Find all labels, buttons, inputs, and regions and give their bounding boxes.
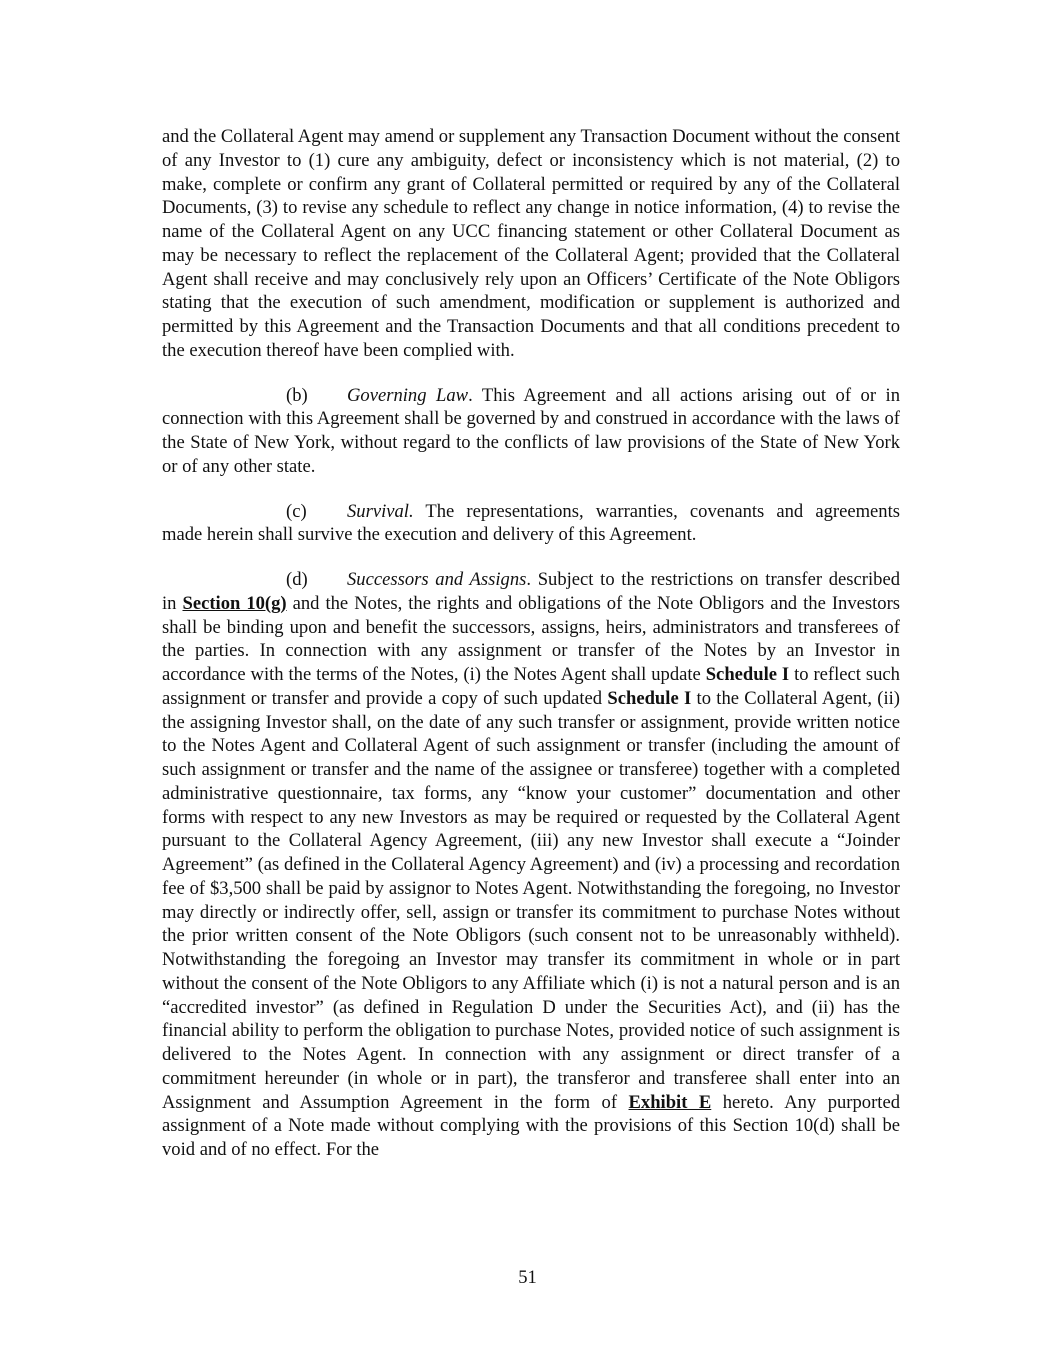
section-d-number: (d) [286, 569, 308, 590]
paragraph-a-continuation [162, 125, 900, 363]
section-b-governing-law [162, 384, 900, 479]
page-number: 51 [518, 1267, 537, 1288]
section-b-text: . This Agreement and all actions arising out of or in connection with this Agreement shall be governed by and construed in accordance with the laws of the State of New York, without regard to the conflicts of law provisions of the State of New York or of any other state. [162, 384, 900, 477]
section-d-heading: Successors and Assigns [347, 569, 527, 590]
section-b-number: (b) [286, 384, 308, 406]
section-d-text-5: hereto. Any purported assignment of a Note made without complying with the provisions of this Section 10(d) shall be void and of no effect. For the [162, 1091, 900, 1160]
schedule-i-reference: Schedule I [705, 664, 790, 685]
section-d-text-1: . Subject to the restrictions on transfer described in [162, 569, 900, 614]
section-c-heading: Survival. [347, 500, 414, 522]
section-c-survival [162, 500, 900, 548]
paragraph-a-text: and the Collateral Agent may amend or supplement any Transaction Document without the consent of any Investor to (1) cure any ambiguity, defect or inconsistency which is not material, (2) to make, complete or confirm any grant of Collateral permitted or required by any of the Collateral Documents, (3) to revise any schedule to reflect any change in notice information, (4) to revise the name of the Collateral Agent on any UCC financing statement or other Collateral Document as may be necessary to reflect the replacement of the Collateral Agent; provided that the Collateral Agent shall receive and may conclusively rely upon an Officers’ Certificate of the Note Obligors stating that the execution of such amendment, modification or supplement is authorized and permitted by this Agreement and the Transaction Documents and that all conditions precedent to the execution thereof have been complied with. [162, 126, 900, 361]
section-b-heading: Governing Law [347, 384, 469, 406]
section-d-successors-assigns [162, 568, 900, 1162]
exhibit-e-reference-link[interactable]: Exhibit E [628, 1091, 712, 1113]
document-body [162, 125, 900, 1162]
section-d-text-4: to the Collateral Agent, (ii) the assigning Investor shall, on the date of any such transfer or assignment, provide written notice to the Notes Agent and Collateral Agent of such assignment or transfer (including the amount of such assignment or transfer and the name of the assignee or transferee) together with a completed administrative questionnaire, tax forms, any “know your customer” documentation and other forms with respect to any new Investors as may be required or requested by the Collateral Agent pursuant to the Collateral Agency Agreement, (iii) any new Investor shall execute a “Joinder Agreement” (as defined in the Collateral Agency Agreement) and (iv) a processing and recordation fee of $3,500 shall be paid by assignor to Notes Agent. Notwithstanding the foregoing, no Investor may directly or indirectly offer, sell, assign or transfer its commitment to purchase Notes without the prior written consent of the Note Obligors (such consent not to be unreasonably withheld). Notwithstanding the foregoing an Investor may transfer its commitment in whole or in part without the consent of the Note Obligors to any Affiliate which (i) is not a natural person and is an “accredited investor” (as defined in Regulation D under the Securities Act), and (ii) has the financial ability to perform the obligation to purchase Notes, provided notice of such assignment is delivered to the Notes Agent. In connection with any assignment or direct transfer of a commitment hereunder (in whole or in part), the transferor and transferee shall enter into an Assignment and Assumption Agreement in the form of [162, 687, 900, 1113]
section-d-text-3: to reflect such assignment or transfer and provide a copy of such updated [162, 664, 900, 709]
section-10g-reference-link[interactable]: Section 10(g) [182, 592, 287, 614]
section-c-text: The representations, warranties, covenants and agreements made herein shall survive the execution and delivery of this Agreement. [162, 500, 900, 546]
schedule-i-reference: Schedule I [607, 687, 692, 709]
section-d-text-2: and the Notes, the rights and obligations of the Note Obligors and the Investors shall be binding upon and benefit the successors, assigns, heirs, administrators and transferees of the parties. In connection with any assignment or transfer of the Notes by an Investor in accordance with the terms of the Notes, (i) the Notes Agent shall update [162, 592, 901, 685]
section-c-number: (c) [286, 500, 307, 522]
